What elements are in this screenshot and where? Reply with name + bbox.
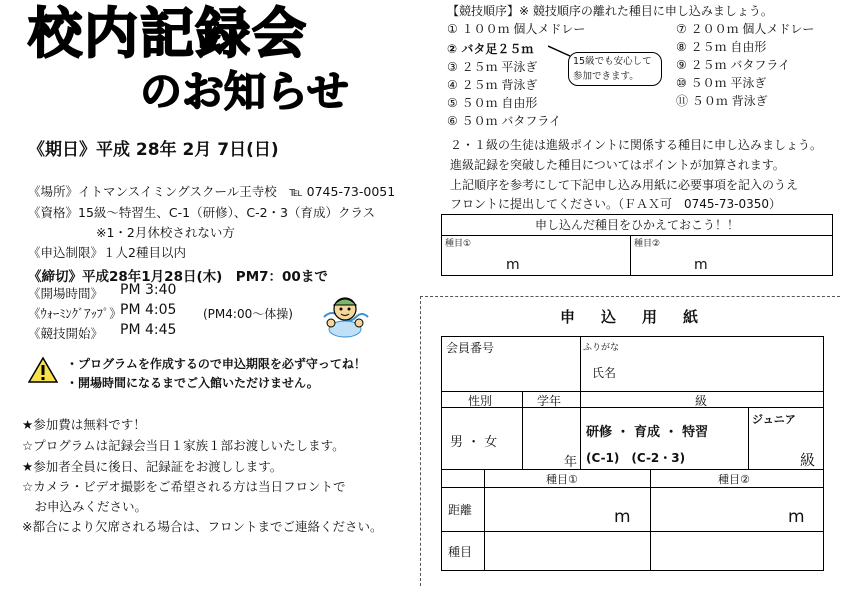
memo-box (441, 214, 833, 276)
event-item: ⑥ ５０ｍ バタフライ (447, 114, 562, 128)
level-label: 級 (695, 394, 708, 408)
event-item: ⑪ ５０ｍ 背泳ぎ (676, 94, 768, 108)
memo-heading: 申し込んだ種目をひかえておこう！！ (442, 215, 832, 236)
instruction-line: フロントに提出してください。（ＦＡＸ可 0745-73-0350） (450, 197, 782, 211)
form-event2-unit: m (788, 507, 805, 527)
name-label: 氏名 (592, 366, 617, 380)
instruction-line: ２・１級の生徒は進級ポイントに関係する種目に申し込みましょう。 (450, 138, 823, 152)
instruction-line: 進級記録を突破した種目についてはポイントが加算されます。 (450, 158, 785, 172)
note-line: ☆プログラムは記録会当日１家族１部お渡しいたします。 (22, 438, 345, 453)
year-suffix: 年 (564, 455, 578, 470)
qualification-note: ※1・2月休校されない方 (96, 225, 235, 240)
event-label: 種目 (448, 545, 473, 559)
memo-event2-unit: m (694, 257, 708, 273)
event-item: ⑨ ２５ｍ バタフライ (676, 58, 791, 72)
class-codes: (C-1) (C-2・3) (586, 451, 686, 465)
event-item: ⑦ ２００ｍ 個人メドレー (676, 22, 815, 36)
kyu-label: 級 (800, 451, 816, 469)
memo-event2-label: 種目② (634, 239, 661, 249)
event-item: ④ ２５ｍ 背泳ぎ (447, 78, 538, 92)
swimmer-mascot-icon (320, 287, 370, 339)
furigana-label: ふりがな (583, 343, 620, 353)
event-item: ⑤ ５０ｍ 自由形 (447, 96, 538, 110)
member-number-label: 会員番号 (446, 341, 495, 355)
junior-label: ジュニア (752, 413, 796, 426)
warning-line-1: ・プログラムを作成するので申込期限を必ず守ってね！ (66, 357, 366, 371)
event-item: ⑩ ５０ｍ 平泳ぎ (676, 76, 767, 90)
time-note-warmup: (PM4:00～体操) (203, 307, 293, 321)
time-value-start: PM 4:45 (120, 322, 177, 338)
form-event1-unit: m (614, 507, 631, 527)
deadline-line: 《締切》平成28年1月28日(木) PM7：00まで (28, 269, 328, 285)
page-subtitle: のお知らせ (140, 67, 349, 116)
application-form (441, 336, 824, 571)
event-item: ① １００ｍ 個人メドレー (447, 22, 586, 36)
cut-line-horizontal (420, 296, 840, 297)
note-line: ☆カメラ・ビデオ撮影をご希望される方は当日フロントで (22, 479, 346, 494)
speech-bubble: 15級でも安心して 参加できます。 (568, 52, 662, 86)
qualification-line: 《資格》15級～特習生、C-1（研修）、C-2・3（育成）クラス (28, 205, 376, 220)
class-options: 研修 ・ 育成 ・ 特習 (586, 425, 709, 440)
event-item: ② バタ足２５ｍ (447, 42, 534, 56)
form-event1-label: 種目① (546, 473, 578, 486)
place-line: 《場所》イトマンスイミングスクール王寺校 ℡ 0745-73-0051 (28, 184, 396, 199)
date-label: 《期日》 (28, 140, 96, 160)
order-heading: 【競技順序】※ 競技順序の離れた種目に申し込みましょう。 (447, 4, 773, 18)
warning-line-2: ・開場時間になるまでご入館いただけません。 (66, 376, 319, 390)
gender-label: 性別 (468, 394, 493, 408)
distance-label: 距離 (448, 503, 473, 517)
memo-event1-label: 種目① (445, 239, 472, 249)
cut-line-vertical (420, 296, 421, 586)
page-title: 校内記録会 (28, 2, 308, 65)
note-line: ※都合により欠席される場合は、フロントまでご連絡ください。 (22, 519, 383, 534)
grade-label: 学年 (537, 394, 562, 408)
event-item: ⑧ ２５ｍ 自由形 (676, 40, 767, 54)
note-line: お申込みください。 (22, 499, 148, 514)
limit-line: 《申込制限》１人2種目以内 (28, 245, 186, 260)
time-label-start: 《競技開始》 (28, 326, 104, 341)
time-label-warmup: 《ｳｫｰﾐﾝｸﾞｱｯﾌﾟ》 (28, 306, 122, 321)
warning-icon (28, 356, 58, 384)
memo-divider (630, 235, 631, 275)
time-label-open: 《開場時間》 (28, 286, 104, 301)
time-value-open: PM 3:40 (120, 282, 177, 298)
instruction-line: 上記順序を参考にして下記申し込み用紙に必要事項を記入のうえ (450, 178, 799, 192)
time-value-warmup: PM 4:05 (120, 302, 177, 318)
event-date (28, 135, 279, 160)
form-event2-label: 種目② (718, 473, 750, 486)
memo-event1-unit: m (506, 257, 520, 273)
event-item: ③ ２５ｍ 平泳ぎ (447, 60, 538, 74)
note-line: ★参加費は無料です！ (22, 417, 146, 432)
gender-options: 男 ・ 女 (450, 435, 498, 450)
date-value: 平成 28年 2月 7日(日) (96, 140, 279, 160)
application-title: 申込用紙 (560, 308, 725, 326)
note-line: ★参加者全員に後日、記録証をお渡しします。 (22, 459, 283, 474)
